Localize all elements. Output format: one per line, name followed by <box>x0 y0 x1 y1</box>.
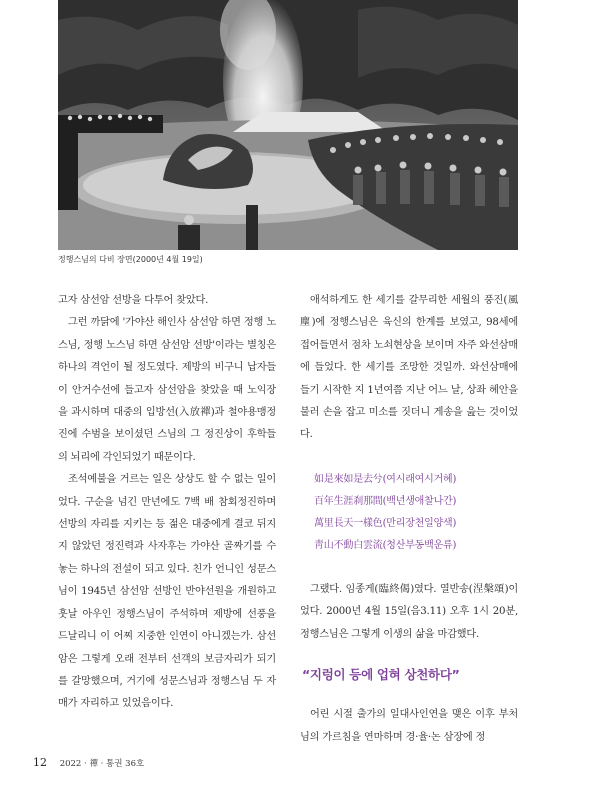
paragraph: 조석예불을 거르는 일은 상상도 할 수 없는 일이었다. 구순을 넘긴 만년에도 7백 배 참회정진하며 선방의 자리를 지키는 등 젊은 대중에게 결코 뒤지지 않았던 정진력과 사자후는 가야산 골짜기를 수놓는 하나의 전설이 되고 있다. 친가 언니인 성문스님이 1945년 삼선암 선방인 반야선원을 개원하고 훗날 아우인 정행스님이 주석하며 제방에 선풍을 드날리니 이 어찌 지중한 인연이 아니겠는가. 삼선암은 그렇게 오래 전부터 선객의 보금자리가 되기를 갈망했으며, 거기에 성문스님과 정행스님 두 자매가 자리하고 있었음이다. <box>58 474 276 710</box>
death-poem <box>314 469 518 557</box>
poem-line: 萬里長天一樣色(만리장천일양색) <box>314 517 457 529</box>
paragraph: 애석하게도 한 세기를 갈무리한 세월의 풍진(風塵)에 정행스님은 육신의 한계를 보였고, 98세에 접어들면서 점차 노쇠현상을 보이며 자주 와선삼매에 들었다. 한 세기를 조망한 것일까. 와선삼매에 들기 시작한 지 1년여쯤 지난 어느 날, 상좌 혜안을 불러 손을 잡고 미소를 짓더니 게송을 읊는 것이었다. <box>300 295 518 441</box>
paragraph: 그랬다. 임종게(臨終偈)였다. 열반송(涅槃頌)이었다. 2000년 4월 15일(음3.11) 오후 1시 20분, 정행스님은 그렇게 이생의 삶을 마감했다. <box>300 583 518 640</box>
paragraph: 어린 시절 출가의 일대사인연을 맺은 이후 부처님의 가르침을 연마하며 경·율·논 삼장에 정 <box>300 709 518 743</box>
left-column <box>58 290 276 716</box>
paragraph: 그런 까닭에 '가야산 해인사 삼선암 하면 정행 노스님, 정행 노스님 하면 삼선암 선방'이라는 별칭은 하나의 격언이 될 정도였다. 제방의 비구니 납자들이 안거수선에 들고자 삼선암을 찾았을 때 노익장을 과시하며 대중의 입방선(入放禪)과 철야용맹정진에 수범을 보이셨던 스님의 그 정진상이 후학들의 뇌리에 각인되었기 때문이다. <box>58 317 276 463</box>
page-number: 12 <box>33 756 47 769</box>
right-column <box>300 290 518 749</box>
paragraph: 고자 삼선암 선방을 다투어 찾았다. <box>58 295 209 306</box>
section-heading: “지렁이 등에 업혀 상천하다” <box>302 667 460 683</box>
publication-info: 2022 · 禪 · 통권 36호 <box>59 759 145 769</box>
poem-line: 如是來如是去兮(여시래여시거혜) <box>314 473 457 485</box>
cremation-photo <box>58 0 518 250</box>
poem-line: 靑山不動白雲流(청산부동백운류) <box>314 539 457 551</box>
page-footer <box>33 756 144 769</box>
poem-line: 百年生涯刹那間(백년생애찰나간) <box>314 495 457 507</box>
photo-caption: 정행스님의 다비 장면(2000년 4월 19일) <box>58 255 203 264</box>
cremation-ceremony-photo-icon <box>58 0 518 250</box>
